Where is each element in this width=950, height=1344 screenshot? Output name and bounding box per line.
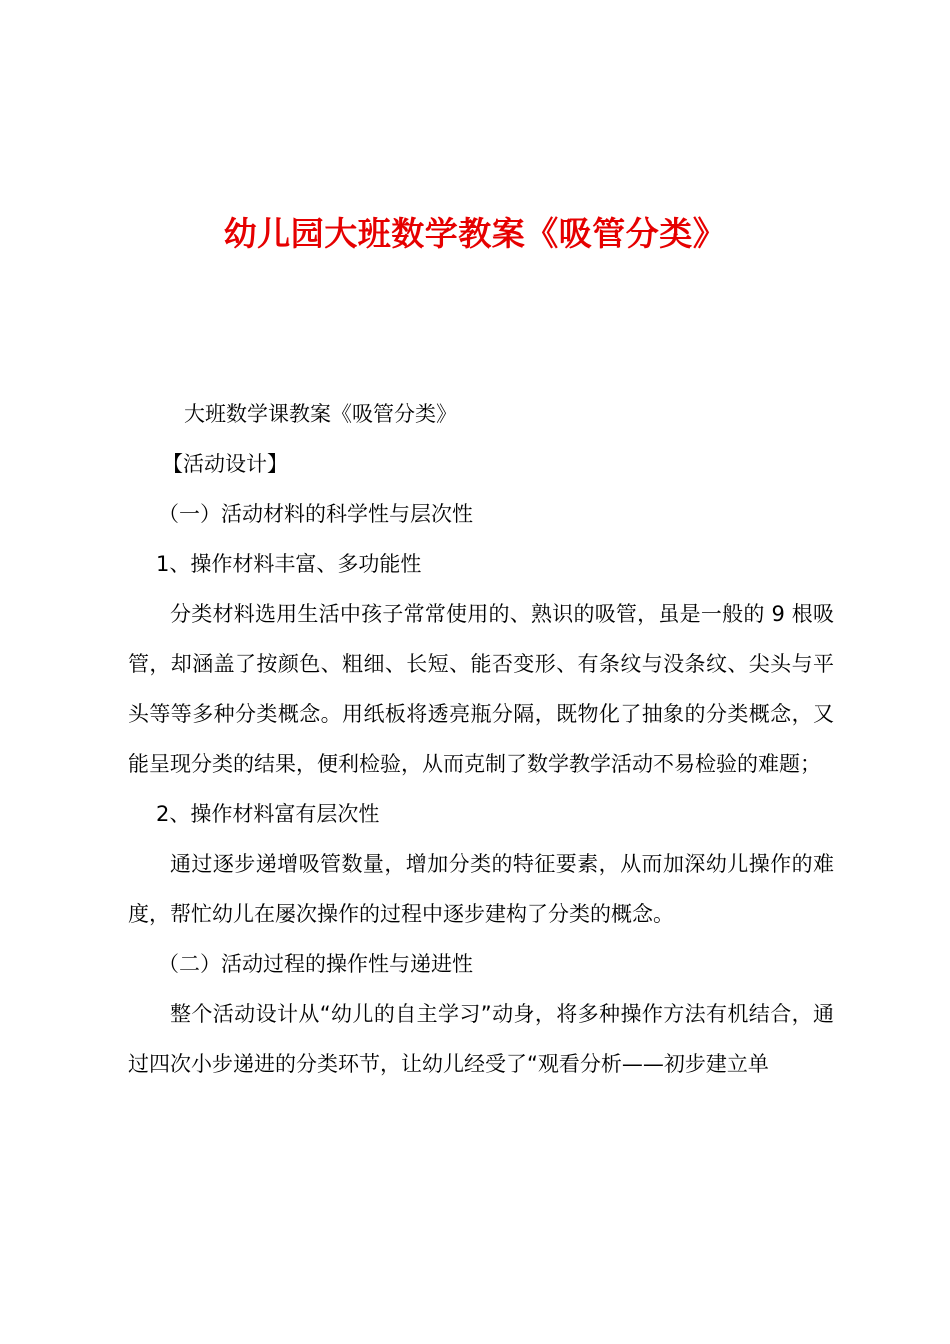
section-heading: 【活动设计】: [162, 452, 288, 476]
item-heading-2: 2、操作材料富有层次性: [156, 802, 380, 826]
paragraph-2: 通过逐步递增吸管数量，增加分类的特征要素，从而加深幼儿操作的难度，帮忙幼儿在屡次操作的过程中逐步建构了分类的概念。: [128, 852, 834, 926]
item-heading-1: 1、操作材料丰富、多功能性: [156, 552, 422, 576]
subsection-heading-1: （一）活动材料的科学性与层次性: [158, 502, 473, 526]
subsection-heading-2: （二）活动过程的操作性与递进性: [158, 952, 473, 976]
document-title: 幼儿园大班数学教案《吸管分类》: [223, 214, 727, 253]
document-subtitle: 大班数学课教案《吸管分类》: [184, 402, 457, 426]
paragraph-1: 分类材料选用生活中孩子常常使用的、熟识的吸管，虽是一般的 9 根吸管，却涵盖了按颜色、粗细、长短、能否变形、有条纹与没条纹、尖头与平头等等多种分类概念。用纸板将透亮瓶分隔，既物化了抽象的分类概念，又能呈现分类的结果，便利检验，从而克制了数学教学活动不易检验的难题；: [128, 602, 834, 776]
document-body: [128, 389, 834, 1089]
paragraph-3: 整个活动设计从“幼儿的自主学习”动身，将多种操作方法有机结合，通过四次小步递进的分类环节，让幼儿经受了“观看分析——初步建立单: [128, 1002, 834, 1076]
